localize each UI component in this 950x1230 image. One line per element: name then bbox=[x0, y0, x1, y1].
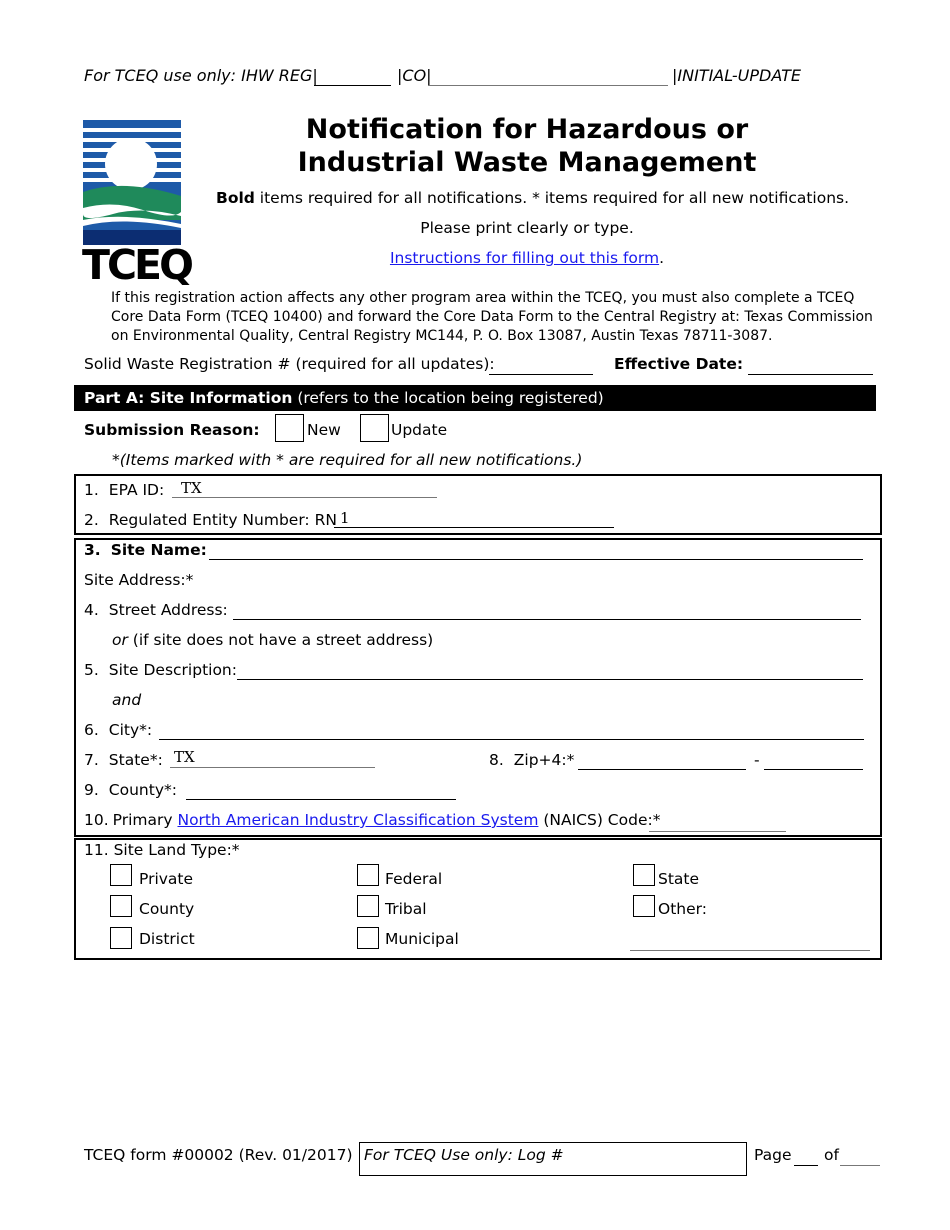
bold-word: Bold bbox=[216, 189, 255, 207]
title-line-2: Industrial Waste Management bbox=[297, 147, 757, 178]
private-label: Private bbox=[139, 870, 194, 888]
rn-field[interactable] bbox=[334, 527, 614, 528]
county-checkbox[interactable] bbox=[110, 895, 132, 917]
tribal-checkbox[interactable] bbox=[357, 895, 379, 917]
log-label: For TCEQ Use only: Log # bbox=[364, 1146, 564, 1164]
or-note: or (if site does not have a street address) bbox=[112, 631, 434, 649]
effective-date-field[interactable] bbox=[748, 374, 873, 375]
federal-label: Federal bbox=[385, 870, 443, 888]
instructions-line: Instructions for filling out this form. bbox=[389, 249, 665, 267]
update-checkbox[interactable] bbox=[360, 414, 389, 442]
city-field[interactable] bbox=[159, 739, 864, 740]
solid-waste-label: Solid Waste Registration # (required for all updates): bbox=[84, 355, 495, 373]
street-address-label: 4. Street Address: bbox=[84, 601, 228, 619]
zip-dash: - bbox=[754, 751, 760, 769]
naics-link[interactable]: North American Industry Classification System bbox=[177, 811, 539, 829]
form-number: TCEQ form #00002 (Rev. 01/2017) bbox=[84, 1146, 353, 1164]
title-line-1: Notification for Hazardous or bbox=[305, 114, 749, 145]
naics-label: 10. Primary North American Industry Classification System (NAICS) Code:* bbox=[84, 811, 661, 829]
page-number-field[interactable] bbox=[794, 1165, 818, 1166]
site-name-label: 3. Site Name: bbox=[84, 541, 207, 559]
effective-date-label: Effective Date: bbox=[614, 355, 744, 373]
required-note: *(Items marked with * are required for all new notifications.) bbox=[112, 451, 583, 469]
part-a-subtitle: (refers to the location being registered) bbox=[292, 389, 604, 407]
of-label: of bbox=[824, 1146, 839, 1164]
log-box[interactable] bbox=[359, 1142, 747, 1176]
tceq-logo bbox=[82, 120, 191, 290]
central-registry-notice: If this registration action affects any other program area within the TCEQ, you must also complete a TCEQ Core Data Form (TCEQ 10400) and forward the Core Data Form to the Central Registry at: Texas Commission on Environmental Quality, Central Registry MC144, P. O. Box 13087, Austin Texas 78711-3087. bbox=[111, 290, 873, 344]
district-label: District bbox=[139, 930, 195, 948]
state-value: TX bbox=[174, 748, 195, 766]
epa-id-label: 1. EPA ID: bbox=[84, 481, 165, 499]
solid-waste-reg-field[interactable] bbox=[489, 374, 593, 375]
county-label: 9. County*: bbox=[84, 781, 177, 799]
submission-reason-label: Submission Reason: bbox=[84, 421, 260, 439]
state-checkbox[interactable] bbox=[633, 864, 655, 886]
district-checkbox[interactable] bbox=[110, 927, 132, 949]
co-label: |CO| bbox=[397, 66, 432, 85]
zip-label: 8. Zip+4:* bbox=[489, 751, 575, 769]
part-a-header bbox=[74, 385, 876, 411]
zip-field[interactable] bbox=[578, 769, 746, 770]
county-option-label: County bbox=[139, 900, 195, 918]
tribal-label: Tribal bbox=[385, 900, 427, 918]
and-word: and bbox=[112, 691, 142, 709]
state-option-label: State bbox=[658, 870, 700, 888]
tceq-use-line: For TCEQ use only: IHW REG| bbox=[84, 66, 318, 85]
city-label: 6. City*: bbox=[84, 721, 153, 739]
state-label: 7. State*: bbox=[84, 751, 163, 769]
rn-value: 1 bbox=[340, 509, 350, 527]
federal-checkbox[interactable] bbox=[357, 864, 379, 886]
other-label: Other: bbox=[658, 900, 707, 918]
other-specify-field[interactable] bbox=[630, 950, 870, 951]
update-label: Update bbox=[391, 421, 448, 439]
epa-id-field[interactable] bbox=[172, 497, 437, 498]
co-field[interactable] bbox=[428, 85, 668, 86]
print-clearly: Please print clearly or type. bbox=[420, 219, 634, 237]
site-description-field[interactable] bbox=[237, 679, 863, 680]
tceq-logo-text: TCEQ bbox=[82, 241, 191, 289]
zip4-field[interactable] bbox=[764, 769, 863, 770]
part-a-title: Part A: Site Information bbox=[84, 389, 293, 407]
page-total-field[interactable] bbox=[840, 1165, 880, 1166]
initial-update-label: |INITIAL-UPDATE bbox=[672, 66, 802, 85]
new-label: New bbox=[307, 421, 341, 439]
new-checkbox[interactable] bbox=[275, 414, 304, 442]
land-type-label: 11. Site Land Type:* bbox=[84, 841, 240, 859]
state-field[interactable] bbox=[170, 767, 375, 768]
instructions-link[interactable]: Instructions for filling out this form bbox=[389, 249, 660, 267]
municipal-checkbox[interactable] bbox=[357, 927, 379, 949]
form-title bbox=[215, 113, 839, 179]
rn-label: 2. Regulated Entity Number: RN bbox=[84, 511, 337, 529]
municipal-label: Municipal bbox=[385, 930, 459, 948]
county-field[interactable] bbox=[186, 799, 456, 800]
other-checkbox[interactable] bbox=[633, 895, 655, 917]
site-box bbox=[74, 538, 882, 837]
ihw-reg-field[interactable] bbox=[314, 85, 391, 86]
tceq-use-label: For TCEQ use only: IHW REG bbox=[84, 66, 313, 85]
street-address-field[interactable] bbox=[233, 619, 861, 620]
epa-id-value: TX bbox=[181, 479, 202, 497]
required-legend: Bold items required for all notifications. * items required for all new notifications. bbox=[216, 189, 850, 207]
site-description-label: 5. Site Description: bbox=[84, 661, 237, 679]
site-name-field[interactable] bbox=[209, 559, 863, 560]
private-checkbox[interactable] bbox=[110, 864, 132, 886]
site-address-label: Site Address:* bbox=[84, 571, 194, 589]
naics-code-field[interactable] bbox=[649, 831, 786, 832]
page-label: Page bbox=[754, 1146, 792, 1164]
